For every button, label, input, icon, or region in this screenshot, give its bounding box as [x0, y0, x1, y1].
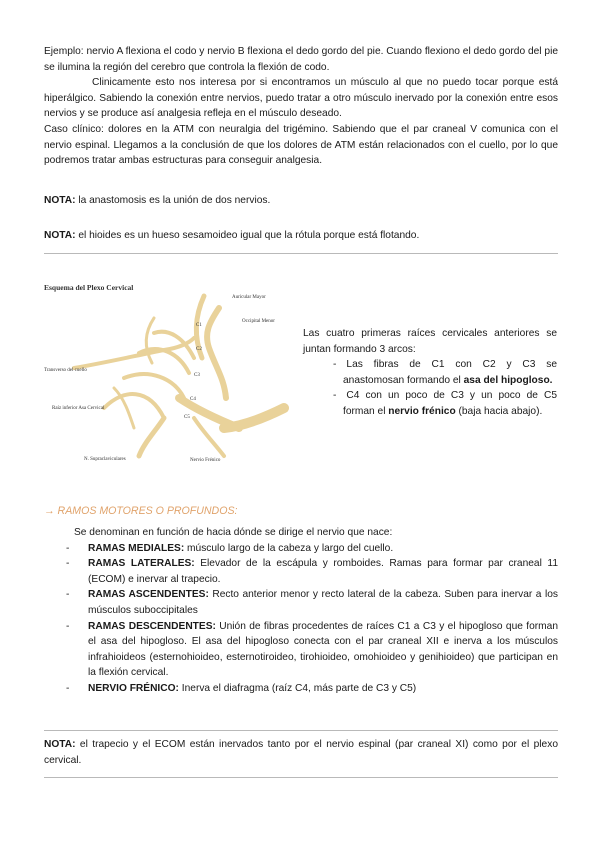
bullet-dash: -	[66, 620, 70, 632]
divider	[44, 253, 558, 254]
item-text: Unión de fibras procedentes de raíces C1 a C3 y el hipogloso que forman el asa del hipogloso. El asa del hipogloso conecta con el par craneal XII e inerva a los músculos infrahioideos (esternohioideo, esternotiroideo, tirohioideo, omohioideo y genihioideo) que participan en la flexión cervical.	[88, 620, 558, 679]
great-auricular-nerve	[207, 308, 226, 398]
item-label: RAMAS LATERALES:	[88, 558, 195, 570]
label-raiz: Raíz inferior Asa Cervical	[52, 406, 105, 411]
note-label: NOTA:	[44, 230, 76, 241]
label-c3: C3	[194, 373, 200, 378]
figure-title: Esquema del Plexo Cervical	[44, 283, 134, 292]
plexus-diagram	[44, 278, 294, 468]
bullet-dash: -	[66, 558, 70, 570]
arc-item-1-text: Las fibras de C1 con C2 y C3 se anastomosan formando el	[343, 359, 557, 386]
clinical-paragraph: Clinicamente esto nos interesa por si encontramos un músculo al que no puedo tocar porque está hiperálgico. Sabiendo la conexión entre nervios, puedo tratar a otro músculo inervado por la conexión entre esos nervios y se produce así analgesia refleja en el músculo deseado.	[44, 77, 558, 120]
note-label: NOTA:	[44, 195, 76, 206]
intro-text	[44, 44, 558, 169]
list-intro: Se denominan en función de hacia dónde se dirige el nervio que nace:	[74, 527, 393, 538]
label-phrenic: Nervio Frénico	[190, 458, 221, 463]
label-occipital: Occipital Menor	[242, 319, 275, 324]
brachial-trunk	[224, 408, 284, 428]
label-supraclavicular: N. Supraclaviculares	[84, 457, 126, 462]
upper-loop	[146, 318, 154, 363]
list-item	[44, 681, 558, 697]
arc-item-1-bold: asa del hipogloso.	[463, 374, 553, 386]
item-text: músculo largo de la cabeza y largo del cuello.	[184, 542, 394, 554]
plexus-intro: Las cuatro primeras raíces cervicales anteriores se juntan formando 3 arcos:	[303, 328, 557, 355]
arc-item-2-text: C4 con un poco de C3 y un poco de C5 forman el	[343, 390, 557, 417]
note-label: NOTA:	[44, 739, 76, 750]
divider	[44, 777, 558, 778]
list-item	[44, 541, 558, 557]
item-text: Recto anterior menor y recto lateral de la cabeza. Suben para inervar a los músculos suboccipitales	[88, 589, 559, 616]
bullet-dash: -	[66, 589, 70, 601]
figure-labels	[44, 295, 275, 463]
plexus-description	[303, 326, 557, 420]
item-label: RAMAS ASCENDENTES:	[88, 589, 209, 601]
transverse-branch	[74, 338, 194, 368]
label-c5: C5	[184, 415, 190, 420]
divider	[44, 730, 558, 731]
item-label: NERVIO FRÉNICO:	[88, 682, 179, 694]
example-paragraph: Ejemplo: nervio A flexiona el codo y nervio B flexiona el dedo gordo del pie. Cuando flexiono el dedo gordo del pie se ilumina la región del cerebro que controla la flexión de codo.	[44, 46, 558, 73]
note-text: la anastomosis es la unión de dos nervios.	[75, 195, 271, 206]
item-label: RAMAS DESCENDENTES:	[88, 620, 216, 632]
case-paragraph: Caso clínico: dolores en la ATM con neuralgia del trigémino. Sabiendo que el par craneal V comunica con el nervio espinal. Llegamos a la conclusión de que los dolores de ATM están relacionados con el cuello, por lo que podremos tratar ambas estructuras para conseguir analgesia.	[44, 123, 558, 167]
arc-item-2: - C4 con un poco de C3 y un poco de C5 forman el nervio frénico (baja hacia abajo).	[333, 390, 557, 417]
item-text: Inerva el diafragma (raíz C4, más parte de C3 y C5)	[178, 682, 417, 694]
note-text: el hioides es un hueso sesamoideo igual que la rótula porque está flotando.	[75, 230, 420, 241]
item-text: Elevador de la escápula y romboides. Ramas para formar par craneal 11 (ECOM) e inervar al trapecio.	[88, 558, 558, 585]
label-c2: C2	[196, 347, 202, 352]
cervical-plexus-figure	[44, 278, 294, 468]
list-item	[44, 619, 558, 681]
item-label: RAMAS MEDIALES:	[88, 542, 185, 554]
label-auricular: Auricular Mayor	[232, 295, 266, 300]
list-item	[44, 556, 558, 587]
motor-branches-list	[44, 525, 558, 697]
list-item	[44, 587, 558, 618]
note-anastomosis	[44, 193, 558, 209]
bullet-dash: -	[66, 542, 70, 554]
arc-item-2-bold: nervio frénico	[388, 405, 456, 417]
note-hioides	[44, 228, 558, 244]
note-text: el trapecio y el ECOM están inervados tanto por el nervio espinal (par craneal XI) como por el plexo cervical.	[44, 739, 558, 766]
ansa-cervicalis	[104, 394, 164, 418]
section-heading: → RAMOS MOTORES O PROFUNDOS:	[44, 505, 238, 517]
label-c4: C4	[190, 397, 196, 402]
bullet-dash: -	[66, 682, 70, 694]
note-trapecio	[44, 737, 558, 768]
label-transverse: Transverso del cuello	[44, 368, 87, 373]
arc-item-1: - Las fibras de C1 con C2 y C3 se anastomosan formando el asa del hipogloso.	[333, 359, 557, 386]
arc-item-2-tail: (baja hacia abajo).	[455, 405, 543, 417]
label-c1: C1	[196, 323, 202, 328]
supraclavicular-nerve	[139, 418, 164, 456]
